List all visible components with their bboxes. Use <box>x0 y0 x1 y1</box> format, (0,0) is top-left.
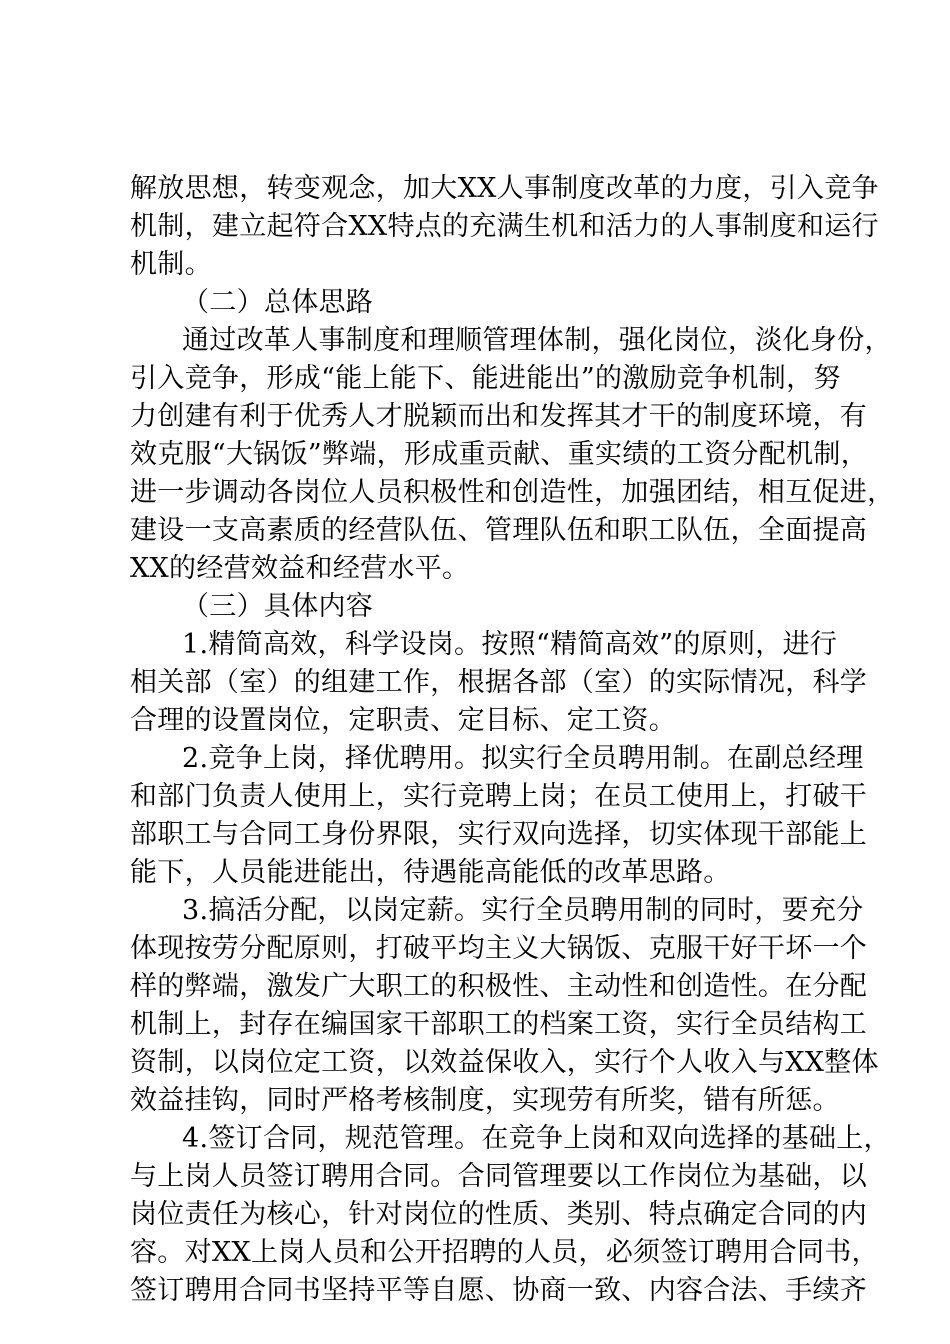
paragraph-line: 体现按劳分配原则，打破平均主义大锅饭、克服干好干坏一个 <box>130 933 868 964</box>
paragraph-line: 效益挂钩，同时严格考核制度，实现劳有所奖，错有所惩。 <box>130 1085 840 1116</box>
paragraph-line: 相关部（室）的组建工作，根据各部（室）的实际情况，科学 <box>130 667 868 698</box>
paragraph-line: 解放思想，转变观念，加大XX人事制度改革的力度，引入竞争 <box>130 173 879 204</box>
paragraph-line: 2.竞争上岗，择优聘用。拟实行全员聘用制。在副总经理 <box>182 743 864 774</box>
paragraph-line: 机制上，封存在编国家干部职工的档案工资，实行全员结构工 <box>130 1009 868 1040</box>
paragraph-line: 效克服“大锅饭”弊端，形成重贡献、重实绩的工资分配机制， <box>130 439 869 470</box>
paragraph-line: 能下，人员能进能出，待遇能高能低的改革思路。 <box>130 857 731 888</box>
section-heading: （二）总体思路 <box>182 287 374 318</box>
paragraph-line: 进一步调动各岗位人员积极性和创造性，加强团结，相互促进， <box>130 477 895 508</box>
paragraph-line: 通过改革人事制度和理顺管理体制，强化岗位，淡化身份， <box>182 325 892 356</box>
paragraph-line: 部职工与合同工身份界限，实行双向选择，切实体现干部能上 <box>130 819 868 850</box>
paragraph-line: 资制，以岗位定工资，以效益保收入，实行个人收入与XX整体 <box>130 1047 879 1078</box>
paragraph-line: 样的弊端，激发广大职工的积极性、主动性和创造性。在分配 <box>130 971 868 1002</box>
paragraph-line: 3.搞活分配，以岗定薪。实行全员聘用制的同时，要充分 <box>182 895 864 926</box>
section-heading: （三）具体内容 <box>182 591 374 622</box>
paragraph-line: 1.精简高效，科学设岗。按照“精简高效”的原则，进行 <box>182 629 838 660</box>
paragraph-line: 签订聘用合同书坚持平等自愿、协商一致、内容合法、手续齐 <box>130 1275 868 1306</box>
paragraph-line: 和部门负责人使用上，实行竞聘上岗；在员工使用上，打破干 <box>130 781 868 812</box>
paragraph-line: 容。对XX上岗人员和公开招聘的人员，必须签订聘用合同书， <box>130 1237 879 1268</box>
paragraph-line: XX的经营效益和经营水平。 <box>130 553 470 584</box>
paragraph-line: 合理的设置岗位，定职责、定目标、定工资。 <box>130 705 676 736</box>
paragraph-line: 机制。 <box>130 249 212 280</box>
paragraph-line: 岗位责任为核心，针对岗位的性质、类别、特点确定合同的内 <box>130 1199 868 1230</box>
paragraph-line: 建设一支高素质的经营队伍、管理队伍和职工队伍，全面提高 <box>130 515 868 546</box>
paragraph-line: 机制，建立起符合XX特点的充满生机和活力的人事制度和运行 <box>130 211 879 242</box>
paragraph-line: 引入竞争，形成“能上能下、能进能出”的激励竞争机制，努 <box>130 363 841 394</box>
paragraph-line: 4.签订合同，规范管理。在竞争上岗和双向选择的基础上， <box>182 1123 891 1154</box>
paragraph-line: 力创建有利于优秀人才脱颖而出和发挥其才干的制度环境，有 <box>130 401 868 432</box>
paragraph-line: 与上岗人员签订聘用合同。合同管理要以工作岗位为基础，以 <box>130 1161 868 1192</box>
